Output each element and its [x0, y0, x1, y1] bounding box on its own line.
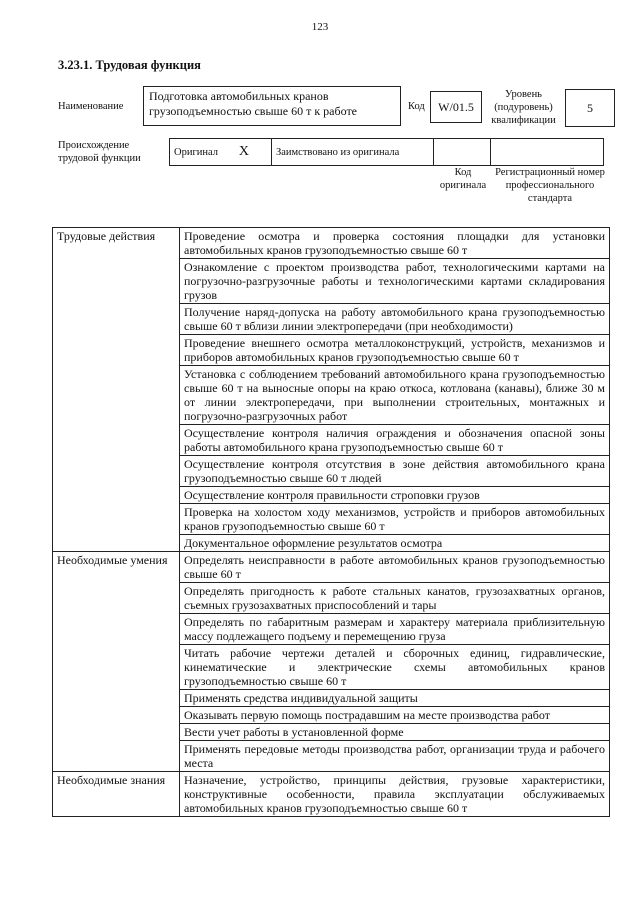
borrowed-cell: [271, 138, 434, 166]
reg-number-caption: Регистрационный номер профессионального стандарта: [495, 167, 605, 204]
requirement-item: Проведение внешнего осмотра металлоконструкций, устройств, механизмов и приборов автомобильных кранов грузоподъемностью свыше 60 т: [180, 335, 610, 366]
page-number: 123: [311, 21, 329, 33]
code-original-caption: Код оригинала: [439, 167, 487, 191]
function-name-box: Подготовка автомобильных кранов грузоподъемностью свыше 60 т к работе: [143, 86, 401, 126]
requirement-item: Осуществление контроля правильности строповки грузов: [180, 487, 610, 504]
code-label: Код: [408, 101, 425, 112]
requirement-item: Определять неисправности в работе автомобильных кранов грузоподъемностью свыше 60 т: [180, 552, 610, 583]
table-row: [53, 552, 610, 583]
requirement-item: Назначение, устройство, принципы действия, грузовые характеристики, конструктивные особенности, правила эксплуатации обслуживаемых автомобильных кранов грузоподъемностью свыше 60 т: [180, 772, 610, 817]
original-mark: X: [238, 144, 249, 159]
name-label: Наименование: [58, 101, 124, 112]
requirement-item: Вести учет работы в установленной форме: [180, 724, 610, 741]
requirement-item: Проведение осмотра и проверка состояния площадки для установки автомобильных кранов грузоподъемностью свыше 60 т: [180, 228, 610, 259]
requirement-item: Документальное оформление результатов осмотра: [180, 535, 610, 552]
category-cell: Трудовые действия: [53, 228, 180, 552]
level-label: Уровень (подуровень) квалификации: [491, 89, 556, 126]
requirement-item: Определять по габаритным размерам и характеру материала приблизительную массу подлежащего подъему и перемещению груза: [180, 614, 610, 645]
requirement-item: Применять средства индивидуальной защиты: [180, 690, 610, 707]
table-row: [53, 772, 610, 817]
requirement-item: Читать рабочие чертежи деталей и сборочных единиц, гидравлические, кинематические и электрические схемы автомобильных кранов грузоподъемностью свыше 60 т: [180, 645, 610, 690]
table-row: [53, 228, 610, 259]
original-cell: [169, 138, 272, 166]
code-original-cell: [433, 138, 491, 166]
requirement-item: Осуществление контроля наличия ограждения и обозначения опасной зоны работы автомобильного крана грузоподъемностью свыше 60 т: [180, 425, 610, 456]
borrowed-label: Заимствовано из оригинала: [276, 146, 400, 158]
requirement-item: Применять передовые методы производства работ, организации труда и рабочего места: [180, 741, 610, 772]
requirement-item: Определять пригодность к работе стальных канатов, грузозахватных органов, съемных грузозахватных приспособлений и тары: [180, 583, 610, 614]
section-title: 3.23.1. Трудовая функция: [58, 58, 201, 72]
requirement-item: Осуществление контроля отсутствия в зоне действия автомобильного крана грузоподъемностью свыше 60 т людей: [180, 456, 610, 487]
category-cell: Необходимые умения: [53, 552, 180, 772]
origin-row: [170, 138, 605, 166]
requirement-item: Установка с соблюдением требований автомобильного крана грузоподъемностью свыше 60 т на выносные опоры на краю откоса, котлована (канавы), ближе 30 м от линии электропередачи, при выполнении строительных, монтажных и погрузочно-разгрузочных работ: [180, 366, 610, 425]
requirement-item: Проверка на холостом ходу механизмов, устройств и приборов автомобильных кранов грузоподъемностью свыше 60 т: [180, 504, 610, 535]
requirement-item: Получение наряд-допуска на работу автомобильного крана грузоподъемностью свыше 60 т вблизи линии электропередачи (при необходимости): [180, 304, 610, 335]
code-value-box: W/01.5: [430, 91, 482, 123]
requirement-item: Оказывать первую помощь пострадавшим на месте производства работ: [180, 707, 610, 724]
original-label: Оригинал: [174, 146, 218, 158]
reg-number-cell: [490, 138, 604, 166]
requirement-item: Ознакомление с проектом производства работ, технологическими картами на погрузочно-разгрузочные работы и технологическими картами складирования грузов: [180, 259, 610, 304]
requirements-table: [52, 227, 610, 817]
category-cell: Необходимые знания: [53, 772, 180, 817]
level-value-box: 5: [565, 89, 615, 127]
origin-label: Происхождение трудовой функции: [58, 140, 141, 164]
